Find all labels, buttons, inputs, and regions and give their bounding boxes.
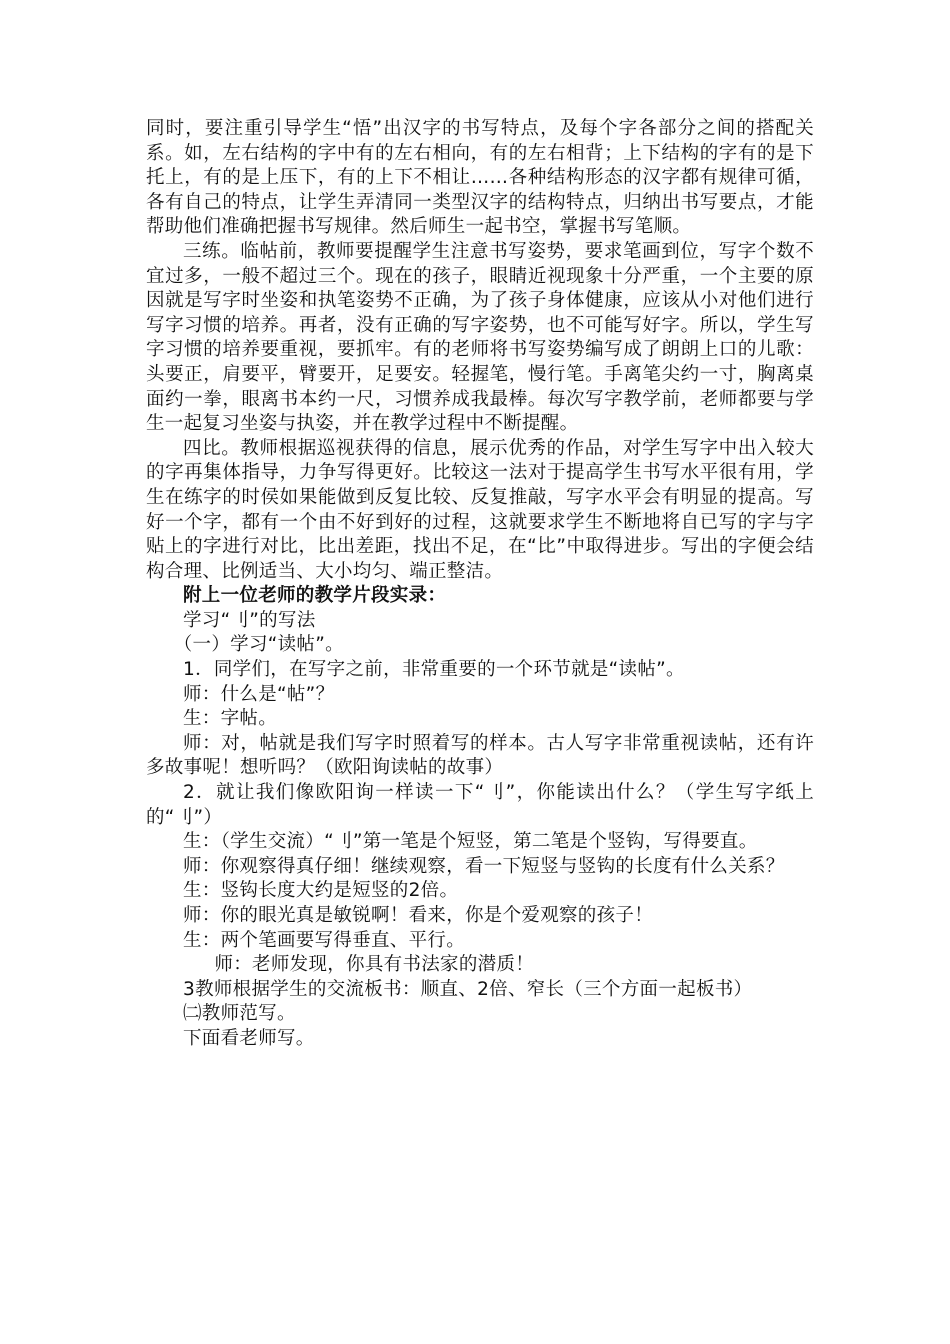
dialogue-line: 师：你的眼光真是敏锐啊！看来，你是个爱观察的孩子！ [183, 905, 654, 926]
dialogue-line: 师：什么是“帖”？ [183, 683, 335, 705]
dialogue-line: 下面看老师写。 [183, 1027, 315, 1049]
dialogue-line: 生：字帖。 [183, 708, 278, 730]
dialogue-line: 师：对，帖就是我们写字时照着写的样本。古人写字非常重视读帖，还有许多故事呢！想听吗？（欧阳询读帖的故事） [146, 732, 814, 779]
lesson-step-1: （一）学习“读帖”。 [173, 634, 344, 656]
dialogue-line: 生：竖钩长度大约是短竖的2倍。 [183, 880, 459, 902]
document-body [146, 117, 814, 1052]
dialogue-line: 2．就让我们像欧阳询一样读一下“刂”，你能读出什么？（学生写字纸上的“刂”） [146, 782, 814, 828]
dialogue-line: 师：老师发现，你具有书法家的潜质！ [214, 954, 535, 976]
lesson-step-2: ㈡教师范写。 [183, 1003, 296, 1025]
paragraph-structure: 同时，要注重引导学生“悟”出汉字的书写特点，及每个字各部分之间的搭配关系。如，左右结构的字中有的左右相向，有的左右相背；上下结构的字有的是下托上，有的是上压下，有的上下不相让……各种结构形态的汉字都有规律可循，各有自己的特点，让学生弄清同一类型汉字的结构特点，归纳出书写要点，才能帮助他们准确把握书写规律。然后师生一起书空，掌握书写笔顺。 [146, 118, 814, 238]
dialogue-line: 3教师根据学生的交流板书：顺直、2倍、窄长（三个方面一起板书） [183, 978, 753, 1000]
dialogue-line: 生：（学生交流）“刂”第一笔是个短竖，第二笔是个竖钩，写得要直。 [183, 831, 758, 853]
dialogue-line: 1．同学们，在写字之前，非常重要的一个环节就是“读帖”。 [183, 659, 685, 681]
dialogue-line: 师：你观察得真仔细！继续观察，看一下短竖与竖钩的长度有什么关系？ [183, 855, 785, 877]
dialogue-line: 生：两个笔画要写得垂直、平行。 [183, 929, 466, 951]
paragraph-practice: 三练。临帖前，教师要提醒学生注意书写姿势，要求笔画到位，写字个数不宜过多，一般不超过三个。现在的孩子，眼睛近视现象十分严重，一个主要的原因就是写字时坐姿和执笔姿势不正确，为了孩子身体健康，应该从小对他们进行写字习惯的培养。再者，没有正确的写字姿势，也不可能写好字。所以，学生写字习惯的培养要重视，要抓牢。有的老师将书写姿势编写成了朗朗上口的儿歌：头要正，肩要平，臂要开，足要安。轻握笔，慢行笔。手离笔尖约一寸，胸离桌面约一拳，眼离书本约一尺，习惯养成我最棒。每次写字教学前，老师都要与学生一起复习坐姿与执姿，并在教学过程中不断提醒。 [146, 240, 814, 435]
lesson-title: 学习“刂”的写法 [183, 609, 316, 631]
section-heading: 附上一位老师的教学片段实录： [183, 585, 447, 607]
paragraph-compare: 四比。教师根据巡视获得的信息，展示优秀的作品，对学生写字中出入较大的字再集体指导，力争写得更好。比较这一法对于提高学生书写水平很有用，学生在练字的时侯如果能做到反复比较、反复推敲，写字水平会有明显的提高。写好一个字，都有一个由不好到好的过程，这就要求学生不断地将自已写的字与字贴上的字进行对比，比出差距，找出不足，在“比”中取得进步。写出的字便会结构合理、比例适当、大小均匀、端正整洁。 [146, 437, 814, 582]
